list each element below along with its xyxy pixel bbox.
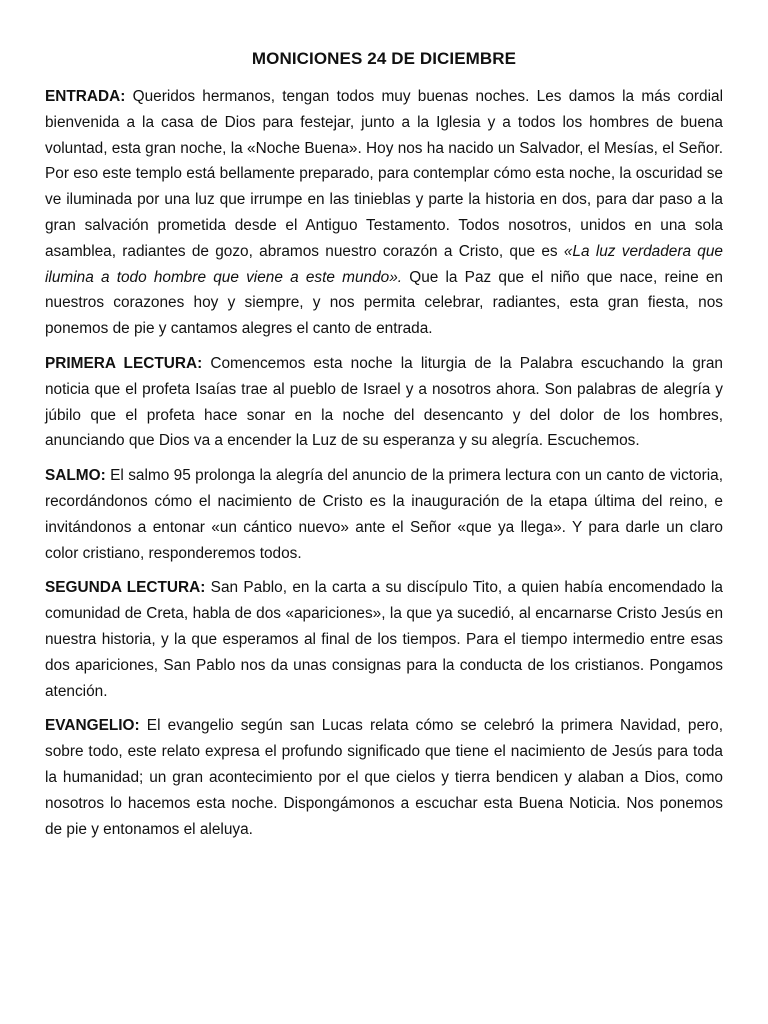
section-entrada-text-after: Que la Paz que el niño que nace, reine en nuestros corazones hoy y siempre, y nos permita celebrar, radiantes, esta gran fiesta, nos ponemos de pie y cantamos alegres el canto de entrada.	[45, 268, 723, 338]
document-title: MONICIONES 24 DE DICIEMBRE	[251, 49, 517, 68]
section-evangelio-text: El evangelio según san Lucas relata cómo se celebró la primera Navidad, pero, sobre todo, este relato expresa el profundo significado que tiene el nacimiento de Jesús para toda la humanidad; un gran acontecimiento por el que cielos y tierra bendicen y alaban a Dios, como nosotros lo hacemos esta noche. Dispongámonos a escuchar esta Buena Noticia. Nos ponemos de pie y entonamos el aleluya.	[45, 717, 723, 838]
section-salmo-text: El salmo 95 prolonga la alegría del anuncio de la primera lectura con un canto de victoria, recordándonos cómo el nacimiento de Cristo es la inauguración de la etapa última del reino, e invitándonos a entonar «un cántico nuevo» ante el Señor «que ya llega». Y para darle un claro color cristiano, responderemos todos.	[45, 467, 723, 562]
section-primera-lectura-label: PRIMERA LECTURA:	[45, 354, 203, 372]
section-salmo	[45, 463, 723, 566]
section-evangelio-label: EVANGELIO:	[45, 717, 140, 735]
section-salmo-label: SALMO:	[45, 467, 106, 485]
section-segunda-lectura-label: SEGUNDA LECTURA:	[45, 579, 206, 597]
section-entrada	[45, 84, 723, 342]
section-primera-lectura	[45, 351, 723, 454]
section-evangelio	[45, 713, 723, 842]
section-entrada-label: ENTRADA:	[45, 88, 126, 105]
section-segunda-lectura	[45, 575, 723, 704]
section-entrada-quote: «La luz verdadera que ilumina a todo hombre que viene a este mundo».	[45, 242, 723, 286]
section-segunda-lectura-text: San Pablo, en la carta a su discípulo Tito, a quien había encomendado la comunidad de Creta, habla de dos «apariciones», la que ya sucedió, al encarnarse Cristo Jesús en nuestra historia, y la que esperamos al final de los tiempos. Para el tiempo intermedio entre esas dos apariciones, San Pablo nos da unas consignas para la conducta de los cristianos. Pongamos atención.	[45, 579, 723, 700]
section-entrada-text-before: Queridos hermanos, tengan todos muy buenas noches. Les damos la más cordial bienvenida a la casa de Dios para festejar, junto a la Iglesia y a todos los hombres de buena voluntad, esta gran noche, la «Noche Buena». Hoy nos ha nacido un Salvador, el Mesías, el Señor. Por eso este templo está bellamente preparado, para contemplar cómo esta noche, la oscuridad se ve iluminada por una luz que irrumpe en las tinieblas y parte la historia en dos, para dar paso a la gran salvación prometida desde el Antiguo Testamento. Todos nosotros, unidos en una sola asamblea, radiantes de gozo, abramos nuestro corazón a Cristo, que es	[45, 88, 723, 260]
section-primera-lectura-text: Comencemos esta noche la liturgia de la Palabra escuchando la gran noticia que el profeta Isaías trae al pueblo de Israel y a nosotros ahora. Son palabras de alegría y júbilo que el profeta hace sonar en la noche del desencanto y del dolor de los hombres, anunciando que Dios va a encender la Luz de su esperanza y su alegría. Escuchemos.	[45, 354, 723, 450]
